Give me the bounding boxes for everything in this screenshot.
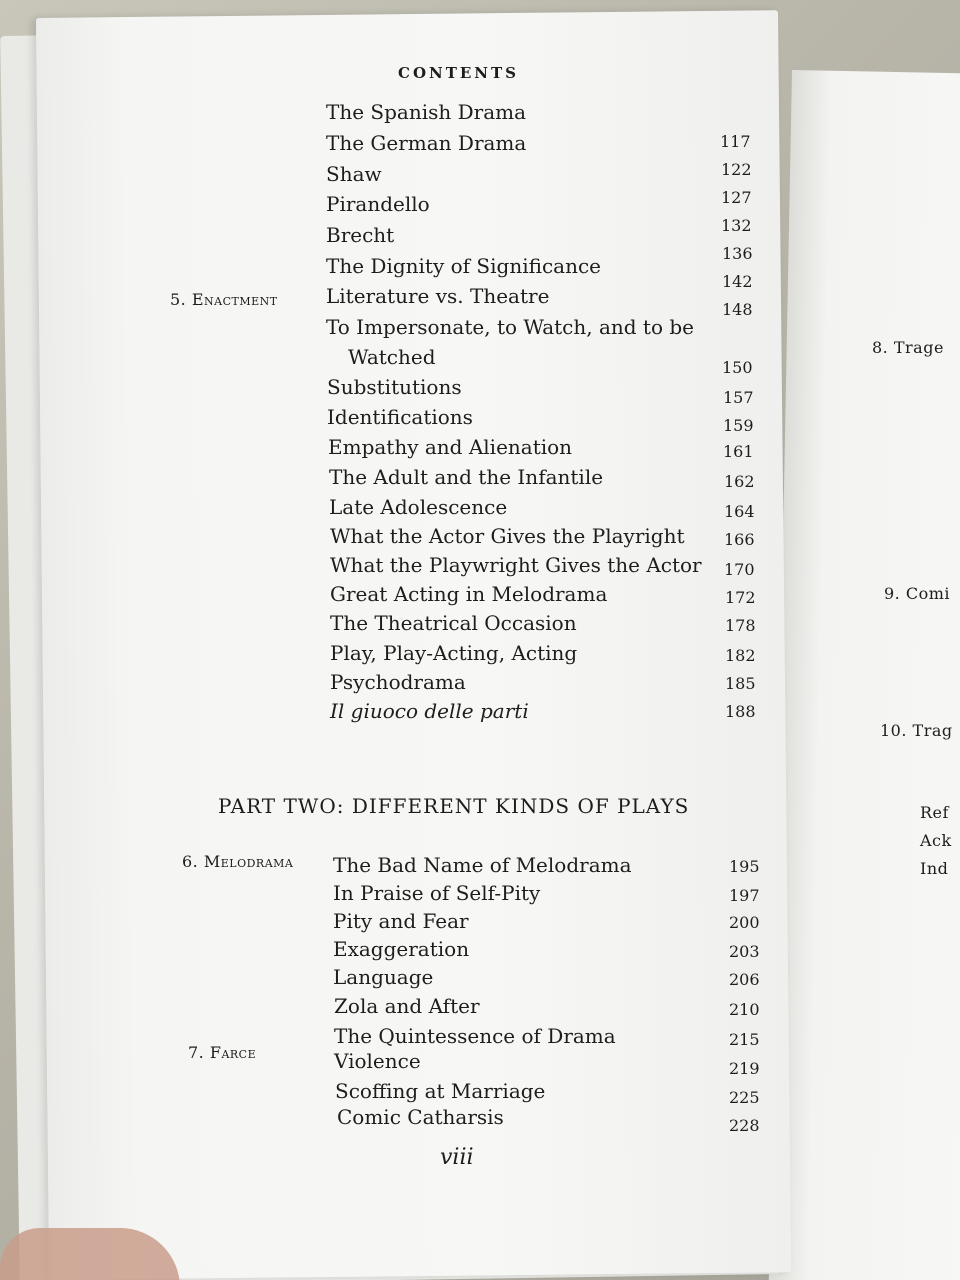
entry-title: Exaggeration	[333, 937, 470, 961]
page-number: 164	[724, 502, 755, 521]
entry-title: Psychodrama	[330, 670, 466, 694]
entry-title: The Dignity of Significance	[326, 254, 601, 278]
chapter-number: 6.	[182, 852, 199, 871]
page-number: 117	[720, 132, 751, 151]
entry-title: In Praise of Self-Pity	[333, 881, 541, 905]
page-number: 127	[721, 188, 752, 207]
entry-title: Substitutions	[327, 375, 462, 399]
chapter-5-label	[170, 290, 278, 309]
page-number: 172	[725, 588, 756, 607]
chapter-title: Farce	[209, 1043, 257, 1062]
page-number: 148	[722, 300, 753, 319]
page-number: 197	[729, 886, 760, 905]
right-page-chapter-9: 9. Comi	[884, 584, 951, 603]
page-number: 162	[724, 472, 755, 491]
page-number: 150	[722, 358, 753, 377]
right-page-chapter-10: 10. Trag	[880, 721, 953, 740]
page-number: 200	[729, 913, 760, 932]
page-number: 203	[729, 942, 760, 961]
entry-title: To Impersonate, to Watch, and to be	[326, 315, 694, 339]
chapter-title: Melodrama	[203, 852, 294, 871]
entry-title: Language	[333, 965, 434, 989]
entry-title: Zola and After	[334, 994, 480, 1018]
page-number: 215	[729, 1030, 760, 1049]
entry-title: The Quintessence of Drama	[334, 1024, 616, 1048]
page-number: 195	[729, 857, 760, 876]
entry-title: The Theatrical Occasion	[330, 611, 577, 635]
page-number: 166	[724, 530, 755, 549]
entry-title: Great Acting in Melodrama	[330, 582, 608, 606]
entry-title: The German Drama	[326, 131, 527, 155]
entry-title: Il giuoco delle parti	[330, 699, 529, 723]
part-two-heading: PART TWO: DIFFERENT KINDS OF PLAYS	[218, 794, 690, 818]
chapter-number: 5.	[170, 290, 187, 309]
entry-title: Scoffing at Marriage	[335, 1079, 546, 1103]
entry-title: The Spanish Drama	[326, 100, 527, 124]
entry-title: Comic Catharsis	[337, 1105, 504, 1129]
page-number: 157	[723, 388, 754, 407]
entry-title: The Bad Name of Melodrama	[333, 853, 632, 877]
page-number: 228	[729, 1116, 760, 1135]
running-head: CONTENTS	[398, 64, 520, 82]
chapter-number: 7.	[188, 1043, 205, 1062]
page-number: 225	[729, 1088, 760, 1107]
entry-title: Identifications	[327, 405, 473, 429]
page-number: 206	[729, 970, 760, 989]
entry-title: The Adult and the Infantile	[329, 465, 604, 489]
page-number: 182	[725, 646, 756, 665]
chapter-6-label	[182, 852, 293, 871]
page-number: 136	[722, 244, 753, 263]
entry-title: Pity and Fear	[333, 909, 469, 933]
page-number: 159	[723, 416, 754, 435]
entry-title: Shaw	[326, 162, 382, 186]
right-page-chapter-8: 8. Trage	[872, 338, 944, 357]
entry-title: Watched	[348, 345, 436, 369]
page-number: 219	[729, 1059, 760, 1078]
page-number: 188	[725, 702, 756, 721]
page-number: 185	[725, 674, 756, 693]
entry-title: What the Playwright Gives the Actor	[330, 553, 702, 577]
entry-title: What the Actor Gives the Playright	[330, 524, 685, 548]
page-number: 122	[721, 160, 752, 179]
folio: viii	[440, 1145, 474, 1170]
page-number: 132	[721, 216, 752, 235]
entry-title: Literature vs. Theatre	[326, 284, 550, 308]
right-page-acknowledgments: Ack	[920, 831, 952, 850]
page-number: 142	[722, 272, 753, 291]
right-page-references: Ref	[920, 803, 949, 822]
entry-title: Late Adolescence	[329, 495, 508, 519]
right-page	[769, 70, 960, 1280]
entry-title: Empathy and Alienation	[328, 435, 573, 459]
entry-title: Pirandello	[326, 192, 430, 216]
right-page-index: Ind	[920, 859, 949, 878]
page-number: 210	[729, 1000, 760, 1019]
page-number: 161	[723, 442, 754, 461]
chapter-title: Enactment	[191, 290, 278, 309]
entry-title: Violence	[334, 1049, 421, 1073]
chapter-7-label	[188, 1043, 256, 1062]
entry-title: Play, Play-Acting, Acting	[330, 641, 578, 665]
page-number: 170	[724, 560, 755, 579]
entry-title: Brecht	[326, 223, 395, 247]
page-number: 178	[725, 616, 756, 635]
